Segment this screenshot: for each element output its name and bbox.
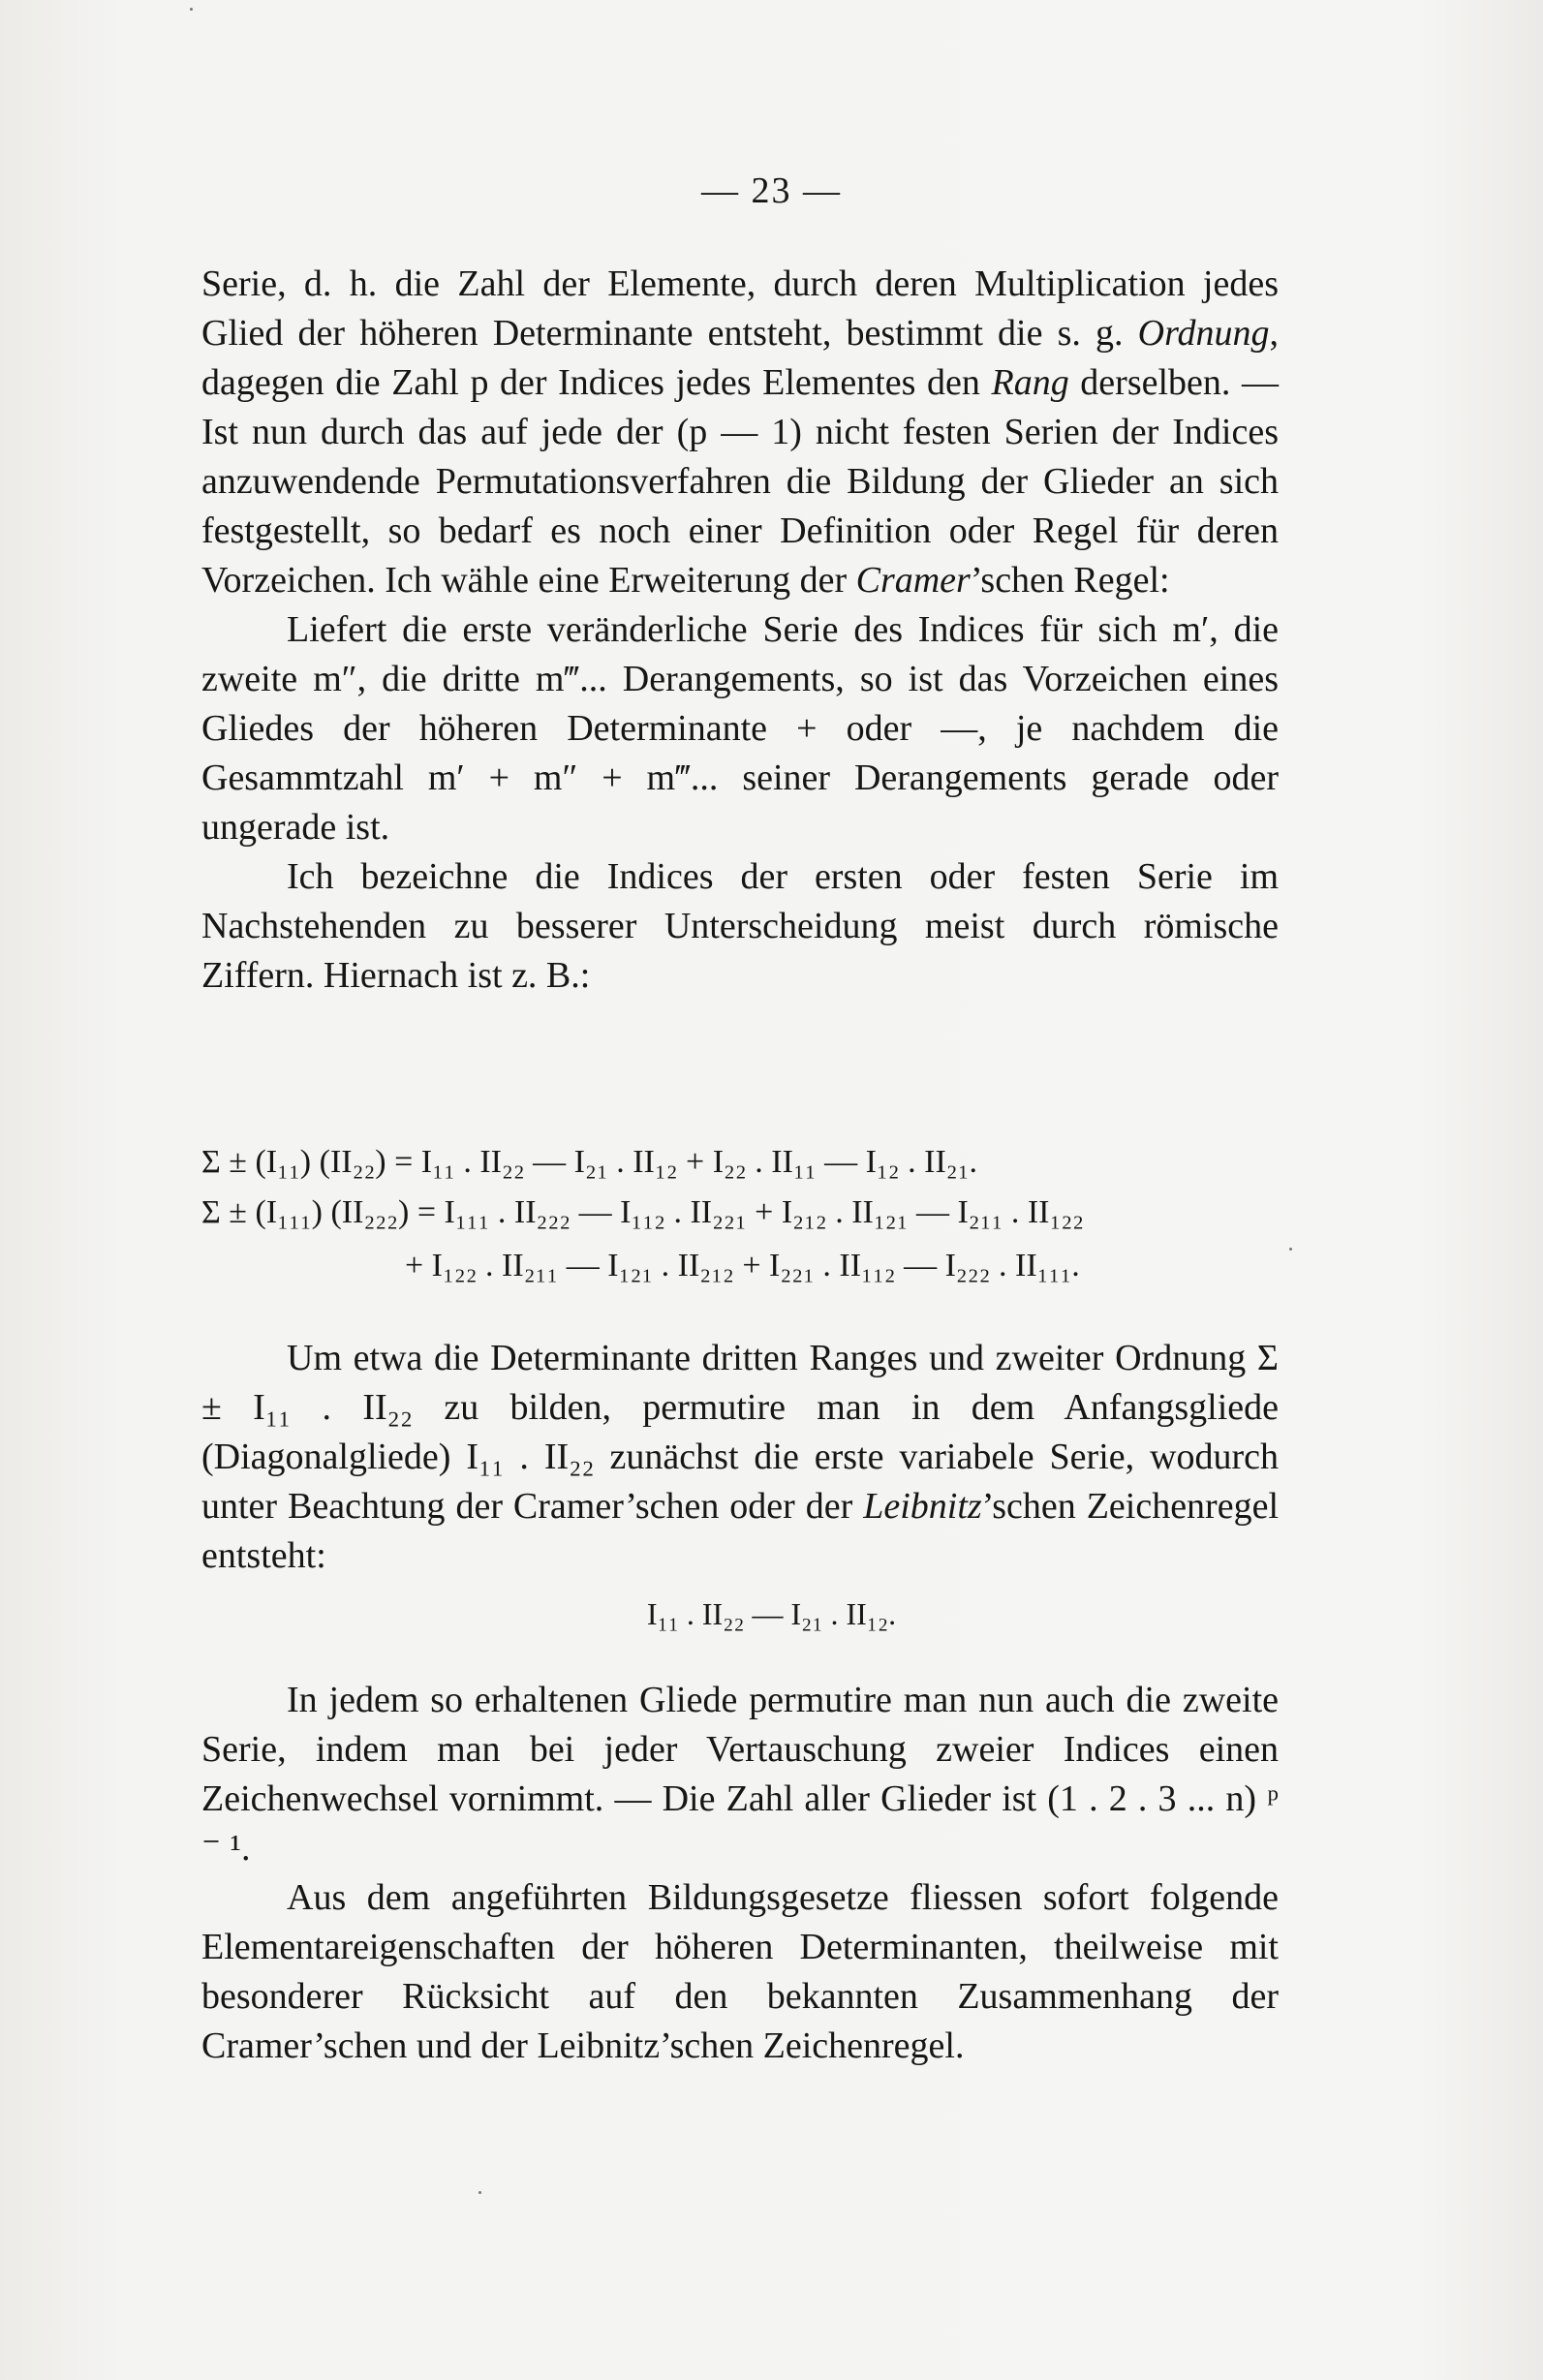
text-segment: ’schen Zeichenregel entsteht: (201, 1486, 1279, 1576)
text-segment: Ich bezeichne die Indices der ersten oder festen Serie im Nachstehenden zu besserer Unterscheidung meist durch römische Ziffern. Hiernach ist z. B.: (201, 856, 1279, 996)
text-segment: Um etwa die Determinante dritten Ranges und zweiter Ordnung Σ ± I₁₁ . II₂₂ zu bilden, permutire man in dem Anfangsgliede (Diagonalgliede) I₁₁ . II₂₂ zunächst die erste variabele Serie, wodurch unter Beachtung der Cramer’schen oder der (201, 1338, 1279, 1527)
formula-line: + I₁₂₂ . II₂₁₁ — I₁₂₁ . II₂₁₂ + I₂₂₁ . II₁₁₂ — I₂₂₂ . II₁₁₁. (405, 1248, 1080, 1283)
name-italic: Leibnitz (863, 1486, 982, 1527)
paragraph (201, 1676, 1279, 1873)
text-segment: In jedem so erhaltenen Gliede permutire man nun auch die zweite Serie, indem man bei jeder Vertauschung zweier Indices einen Zeichenwechsel vornimmt. — Die Zahl aller Glieder ist (1 . 2 . 3 ... n) ᵖ ⁻ ¹. (201, 1680, 1279, 1869)
formula-centered (0, 1594, 1543, 1634)
text-segment: Liefert die erste veränderliche Serie des Indices für sich m′, die zweite m″, die dritte m‴... Derangements, so ist das Vorzeichen eines Gliedes der höheren Determinante + oder —, je nachdem die Gesammtzahl m′ + m″ + m‴... seiner Derangements gerade oder ungerade ist. (201, 609, 1279, 848)
term-italic: Ordnung (1137, 313, 1270, 354)
text-block-top (201, 260, 1279, 1001)
text-segment: Serie, d. h. die Zahl der Elemente, durch deren Multiplication jedes Glied der höheren Determinante entsteht, bestimmt die s. g. (201, 263, 1279, 354)
paragraph (201, 1873, 1279, 2071)
text-segment: ’schen Regel: (970, 560, 1170, 601)
paper-speck (190, 8, 193, 11)
text-segment: , dagegen die Zahl p der Indices jedes Elementes den (201, 313, 1279, 403)
text-segment: Aus dem angeführten Bildungsgesetze fliessen sofort folgende Elementareigenschaften der höheren Determinanten, theilweise mit besonderer Rücksicht auf den bekannten Zusammenhang der Cramer’schen und der Leibnitz’schen Zeichenregel. (201, 1877, 1279, 2066)
paragraph (201, 852, 1279, 1001)
page-number: — 23 — (701, 170, 842, 211)
formula-text: I₁₁ . II₂₂ — I₂₁ . II₁₂. (646, 1596, 897, 1631)
paragraph (201, 260, 1279, 605)
formula-line: Σ ± (I₁₁₁) (II₂₂₂) = I₁₁₁ . II₂₂₂ — I₁₁₂ . II₂₂₁ + I₂₁₂ . II₁₂₁ — I₂₁₁ . II₁₂₂ (201, 1194, 1085, 1230)
term-italic: Rang (991, 362, 1069, 403)
name-italic: Cramer (855, 560, 971, 601)
text-segment: derselben. — Ist nun durch das auf jede der (p — 1) nicht festen Serien der Indices anzuwendende Permutationsverfahren die Bildung der Glieder an sich festgestellt, so bedarf es noch einer Definition oder Regel für deren Vorzeichen. Ich wähle eine Erweiterung der (201, 362, 1279, 601)
text-block-bottom (201, 1676, 1279, 2071)
text-block-middle (201, 1334, 1279, 1581)
paper-speck (478, 2191, 481, 2194)
formula-line: Σ ± (I₁₁) (II₂₂) = I₁₁ . II₂₂ — I₂₁ . II₁₂ + I₂₂ . II₁₁ — I₁₂ . II₂₁. (201, 1144, 977, 1180)
paper-speck (1289, 1248, 1292, 1251)
paragraph (201, 1334, 1279, 1581)
paragraph (201, 605, 1279, 852)
